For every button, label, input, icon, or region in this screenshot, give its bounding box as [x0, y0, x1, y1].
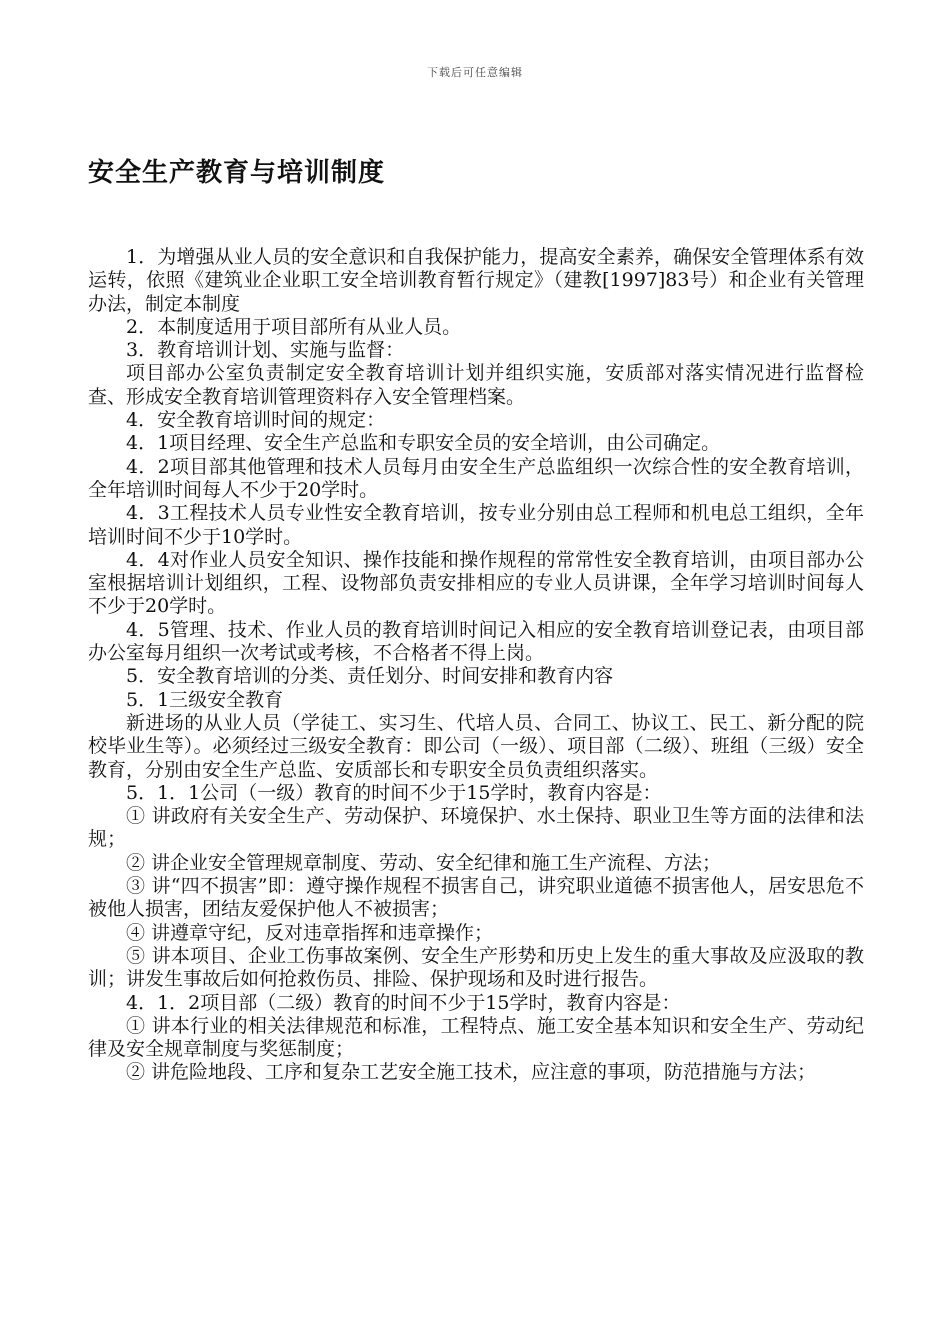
- paragraph: ① 讲本行业的相关法律规范和标准，工程特点、施工安全基本知识和安全生产、劳动纪律及安全规章制度与奖惩制度；: [88, 1014, 864, 1061]
- paragraph: 4．1项目经理、安全生产总监和专职安全员的安全培训，由公司确定。: [126, 432, 721, 455]
- paragraph: 4．3工程技术人员专业性安全教育培训，按专业分别由总工程师和机电总工组织，全年培训时间不少于10学时。: [88, 502, 864, 548]
- paragraph: 项目部办公室负责制定安全教育培训计划并组织实施，安质部对落实情况进行监督检查、形成安全教育培训管理资料存入安全管理档案。: [88, 362, 864, 408]
- paragraph: 2．本制度适用于项目部所有从业人员。: [126, 315, 462, 338]
- paragraph: 5．安全教育培训的分类、责任划分、时间安排和教育内容: [126, 665, 614, 688]
- document-body: [88, 246, 864, 1085]
- paragraph: ① 讲政府有关安全生产、劳动保护、环境保护、水土保持、职业卫生等方面的法律和法规；: [88, 805, 864, 851]
- document-title: 安全生产教育与培训制度: [88, 158, 386, 188]
- paragraph: ④ 讲遵章守纪，反对违章指挥和违章操作；: [126, 921, 494, 944]
- paragraph: 新进场的从业人员（学徒工、实习生、代培人员、合同工、协议工、民工、新分配的院校毕业生等）。必须经过三级安全教育：即公司（一级）、项目部（二级）、班组（三级）安全教育，分别由安全生产总监、安质部长和专职安全员负责组织落实。: [88, 711, 864, 781]
- paragraph: 5．1．1公司（一级）教育的时间不少于15学时，教育内容是：: [126, 781, 662, 804]
- paragraph: ③ 讲“四不损害”即：遵守操作规程不损害自己，讲究职业道德不损害他人，居安思危不被他人损害，团结友爱保护他人不被损害；: [88, 875, 864, 921]
- paragraph: 4．4对作业人员安全知识、操作技能和操作规程的常常性安全教育培训，由项目部办公室根据培训计划组织，工程、设物部负责安排相应的专业人员讲课，全年学习培训时间每人不少于20学时。: [88, 548, 864, 618]
- paragraph: ⑤ 讲本项目、企业工伤事故案例、安全生产形势和历史上发生的重大事故及应汲取的教训；讲发生事故后如何抢救伤员、排险、保护现场和及时进行报告。: [88, 944, 864, 991]
- paragraph: ② 讲危险地段、工序和复杂工艺安全施工技术，应注意的事项，防范措施与方法；: [126, 1061, 817, 1084]
- paragraph: 4．安全教育培训时间的规定：: [126, 409, 386, 432]
- paragraph: 4．5管理、技术、作业人员的教育培训时间记入相应的安全教育培训登记表，由项目部办公室每月组织一次考试或考核，不合格者不得上岗。: [88, 618, 864, 665]
- paragraph: 3．教育培训计划、实施与监督：: [126, 339, 405, 362]
- paragraph: 4．1．2项目部（二级）教育的时间不少于15学时，教育内容是：: [126, 991, 681, 1014]
- header-note: 下载后可任意编辑: [427, 66, 523, 79]
- paragraph: ② 讲企业安全管理规章制度、劳动、安全纪律和施工生产流程、方法；: [126, 851, 722, 874]
- paragraph: 1．为增强从业人员的安全意识和自我保护能力，提高安全素养，确保安全管理体系有效运转，依照《建筑业企业职工安全培训教育暂行规定》（建教[1997]83号）和企业有关管理办法，制定本制度: [88, 246, 864, 315]
- paragraph: 5．1三级安全教育: [126, 688, 284, 711]
- paragraph: 4．2项目部其他管理和技术人员每月由安全生产总监组织一次综合性的安全教育培训，全年培训时间每人不少于20学时。: [88, 455, 864, 501]
